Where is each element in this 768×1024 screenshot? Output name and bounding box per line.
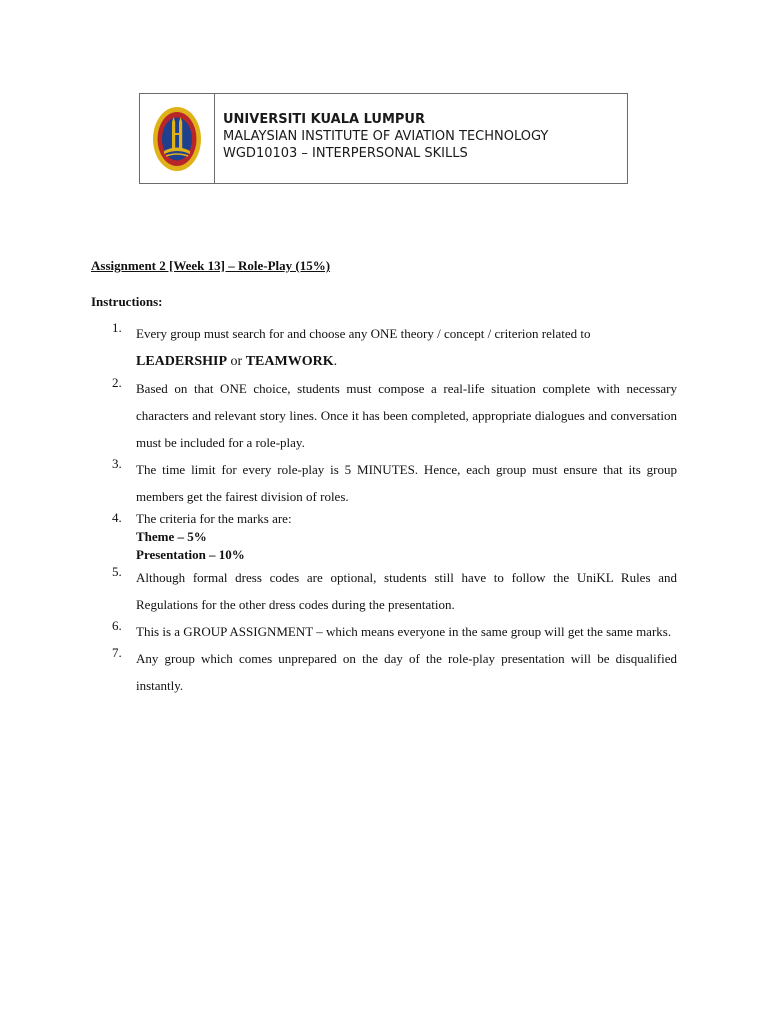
instructions-heading: Instructions: bbox=[91, 294, 163, 309]
header-box bbox=[139, 93, 628, 184]
item-number: 7. bbox=[112, 645, 122, 660]
unikl-crest-icon bbox=[152, 106, 202, 172]
list-item bbox=[91, 320, 677, 375]
item-text: The time limit for every role-play is 5 MINUTES. Hence, each group must ensure that its group members get the fairest division of roles. bbox=[136, 462, 677, 504]
course-name: WGD10103 – INTERPERSONAL SKILLS bbox=[223, 146, 468, 161]
list-item bbox=[91, 618, 677, 645]
item-number: 6. bbox=[112, 618, 122, 633]
instructions-list bbox=[91, 320, 677, 699]
item-text: Any group which comes unprepared on the day of the role-play presentation will be disqualified instantly. bbox=[136, 651, 677, 693]
list-item bbox=[91, 564, 677, 618]
item-number: 3. bbox=[112, 456, 122, 471]
header-text bbox=[215, 94, 548, 183]
leadership-keyword: LEADERSHIP bbox=[136, 354, 228, 369]
item-text: Although formal dress codes are optional, students still have to follow the UniKL Rules and Regulations for the other dress codes during the presentation. bbox=[136, 570, 677, 612]
logo-cell bbox=[140, 94, 215, 183]
item-number: 2. bbox=[112, 375, 122, 390]
teamwork-keyword: TEAMWORK bbox=[245, 354, 334, 369]
item-text: Every group must search for and choose any ONE theory / concept / criterion related to LEADERSHIP or TEAMWORK. bbox=[136, 326, 591, 369]
list-item bbox=[91, 375, 677, 456]
list-item bbox=[91, 645, 677, 699]
institute-name: MALAYSIAN INSTITUTE OF AVIATION TECHNOLOGY bbox=[223, 129, 549, 144]
university-name: UNIVERSITI KUALA LUMPUR bbox=[223, 112, 425, 127]
list-item bbox=[91, 456, 677, 510]
item-text: The criteria for the marks are: Theme – 5% Presentation – 10% bbox=[136, 510, 677, 564]
item-number: 1. bbox=[112, 320, 122, 335]
assignment-title: Assignment 2 [Week 13] – Role-Play (15%) bbox=[91, 258, 331, 273]
item-text: This is a GROUP ASSIGNMENT – which means everyone in the same group will get the same marks. bbox=[136, 624, 672, 639]
item-number: 5. bbox=[112, 564, 122, 579]
criteria-presentation: Presentation – 10% bbox=[136, 547, 245, 562]
criteria-theme: Theme – 5% bbox=[136, 529, 207, 544]
list-item bbox=[91, 510, 677, 564]
item-text: Based on that ONE choice, students must compose a real-life situation complete with necessary characters and relevant story lines. Once it has been completed, appropriate dialogues and conversation must be included for a role-play. bbox=[136, 381, 677, 450]
item-number: 4. bbox=[112, 510, 122, 525]
